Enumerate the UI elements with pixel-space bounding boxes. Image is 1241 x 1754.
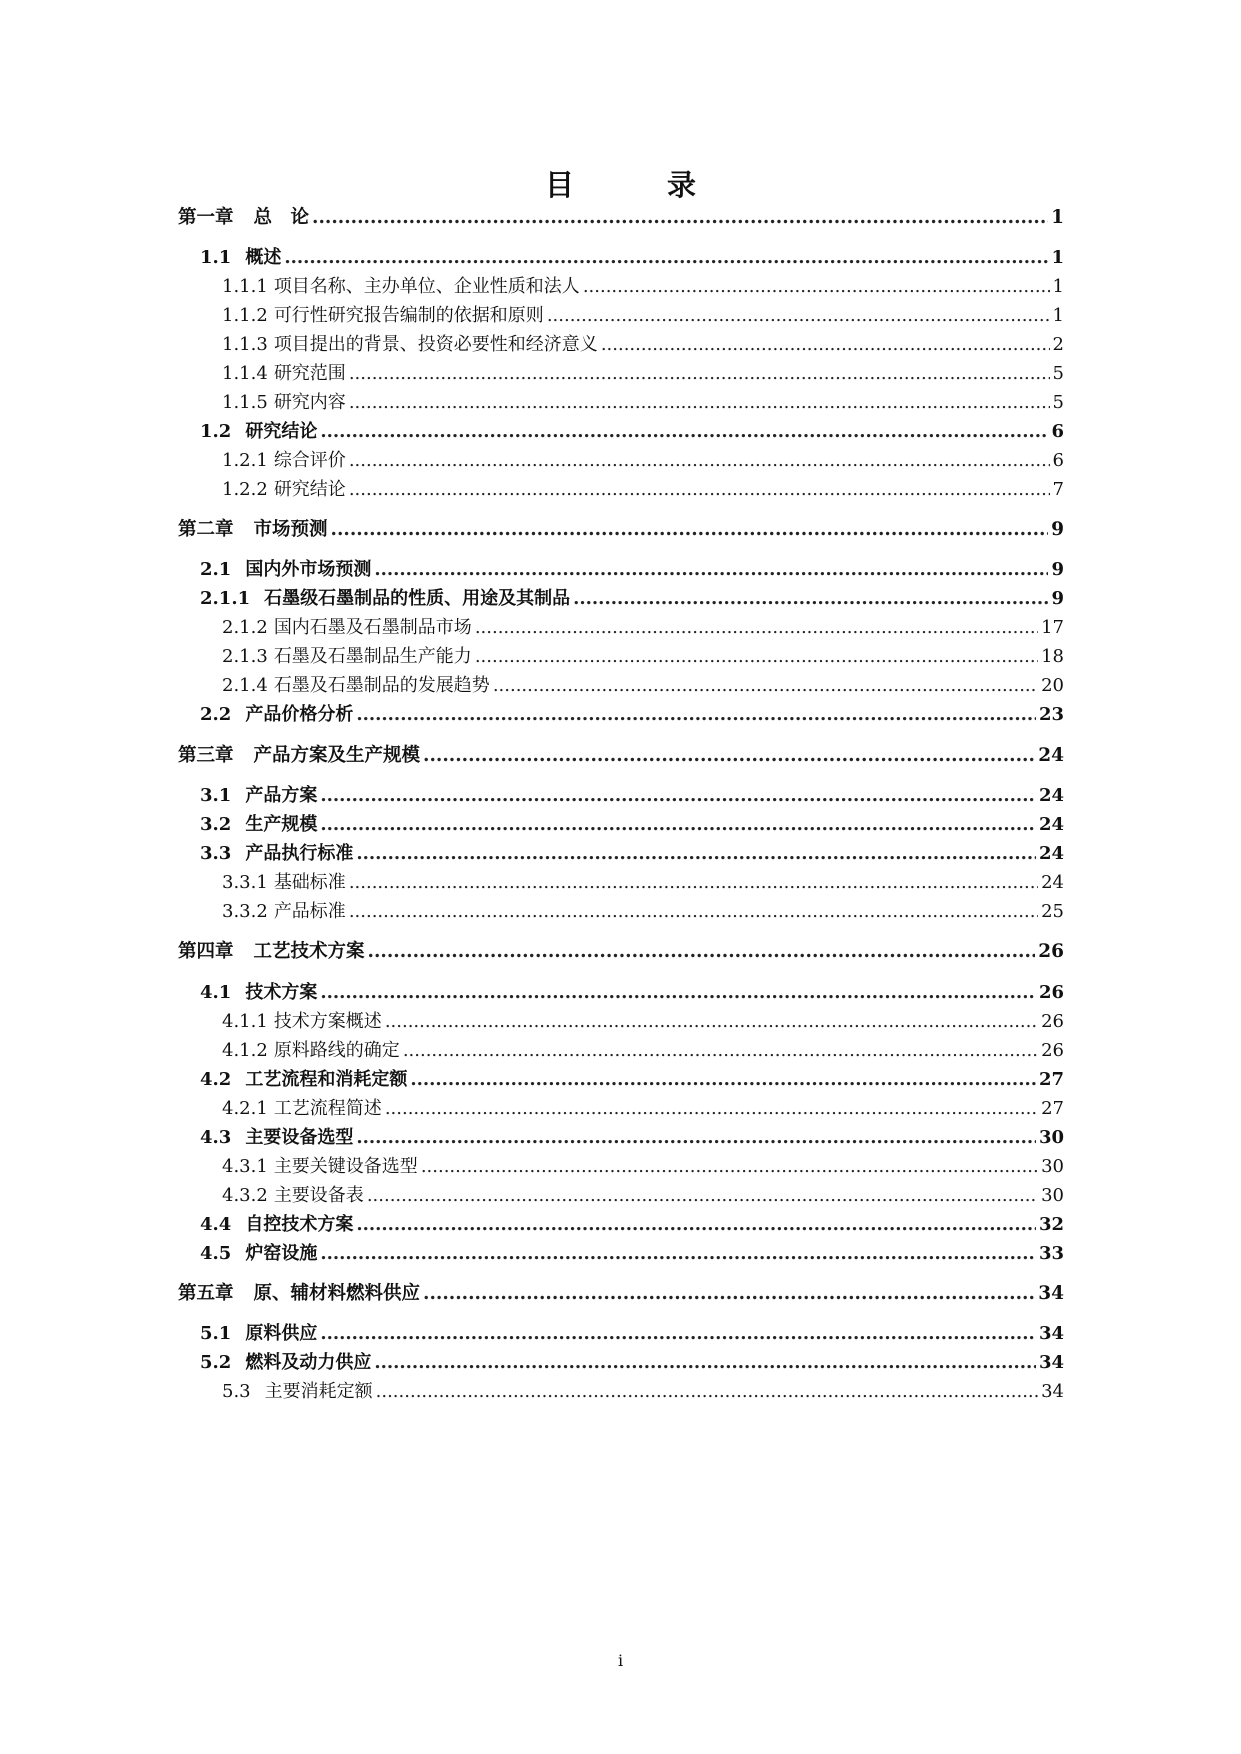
- toc-entry-number: 4.3.2: [222, 1185, 268, 1206]
- toc-entry-title: 产品方案及生产规模: [253, 745, 421, 766]
- toc-entry[interactable]: [178, 448, 1064, 474]
- toc-entry-page: 9: [1051, 519, 1064, 540]
- dot-leader: [374, 1350, 1036, 1376]
- toc-entry-title: 产品方案: [245, 785, 318, 806]
- dot-leader: [403, 1038, 1038, 1064]
- toc-entry-number: 1.2.1: [222, 450, 268, 471]
- toc-entry[interactable]: [178, 477, 1064, 503]
- toc-entry[interactable]: [178, 1281, 1064, 1307]
- dot-leader: [320, 1241, 1036, 1267]
- dot-leader: [349, 870, 1038, 896]
- toc-entry-title: 国内石墨及石墨制品市场: [273, 617, 472, 638]
- toc-entry-title: 自控技术方案: [245, 1214, 354, 1235]
- dot-leader: [349, 899, 1038, 925]
- dot-leader: [284, 245, 1048, 271]
- toc-entry-title: 主要消耗定额: [264, 1381, 373, 1402]
- toc-entry-number: 4.1.2: [222, 1040, 268, 1061]
- toc-entry-number: 3.2: [200, 814, 232, 835]
- toc-entry-title: 概述: [245, 247, 282, 268]
- toc-entry[interactable]: [178, 812, 1064, 838]
- toc-entry[interactable]: [178, 332, 1064, 358]
- toc-entry-page: 2: [1052, 334, 1064, 355]
- toc-entry-title: 研究结论: [273, 479, 346, 500]
- toc-entry-number: 5.2: [200, 1352, 232, 1373]
- toc-entry-number: 第四章: [178, 941, 234, 962]
- toc-entry[interactable]: [178, 644, 1064, 670]
- toc-entry-title: 国内外市场预测: [245, 559, 372, 580]
- toc-entry-page: 17: [1041, 617, 1064, 638]
- toc-entry-number: 4.2.1: [222, 1098, 268, 1119]
- toc-entry[interactable]: [178, 557, 1064, 583]
- toc-entry-number: 1.2: [200, 421, 232, 442]
- toc-entry[interactable]: [178, 1154, 1064, 1180]
- toc-entry-page: 34: [1038, 1352, 1064, 1373]
- dot-leader: [356, 841, 1036, 867]
- dot-leader: [421, 1154, 1038, 1180]
- toc-entry[interactable]: [178, 517, 1064, 543]
- page-title: 目 录: [544, 168, 728, 202]
- toc-entry-page: 7: [1052, 479, 1064, 500]
- dot-leader: [320, 812, 1036, 838]
- dot-leader: [320, 1321, 1036, 1347]
- toc-entry-number: 第二章: [178, 519, 234, 540]
- toc-entry-number: 2.1: [200, 559, 232, 580]
- toc-entry[interactable]: [178, 1096, 1064, 1122]
- dot-leader: [368, 939, 1036, 965]
- toc-entry-page: 1: [1051, 207, 1064, 228]
- toc-entry[interactable]: [178, 361, 1064, 387]
- dot-leader: [385, 1096, 1038, 1122]
- toc-entry-page: 30: [1038, 1127, 1064, 1148]
- page-number: i: [617, 1651, 624, 1670]
- toc-entry[interactable]: [178, 1038, 1064, 1064]
- toc-entry-number: 2.1.1: [200, 588, 251, 609]
- dot-leader: [356, 1212, 1036, 1238]
- toc-entry-title: 石墨及石墨制品生产能力: [273, 646, 472, 667]
- toc-entry-title: 可行性研究报告编制的依据和原则: [273, 305, 544, 326]
- toc-entry-title: 技术方案: [245, 982, 318, 1003]
- toc-entry-number: 1.1.4: [222, 363, 268, 384]
- toc-entry-page: 9: [1051, 559, 1064, 580]
- toc-entry-page: 1: [1052, 276, 1064, 297]
- toc-entry-number: 5.1: [200, 1323, 232, 1344]
- dot-leader: [601, 332, 1050, 358]
- dot-leader: [320, 783, 1036, 809]
- toc-entry[interactable]: [178, 1183, 1064, 1209]
- dot-leader: [349, 390, 1050, 416]
- toc-entry-page: 6: [1052, 450, 1064, 471]
- toc-entry-number: 3.1: [200, 785, 232, 806]
- dot-leader: [410, 1067, 1036, 1093]
- dot-leader: [423, 743, 1035, 769]
- toc-entry[interactable]: [178, 615, 1064, 641]
- toc-entry-title: 工艺流程和消耗定额: [245, 1069, 408, 1090]
- toc-entry-page: 1: [1051, 247, 1064, 268]
- toc-entry-page: 34: [1038, 1323, 1064, 1344]
- toc-entry[interactable]: [178, 586, 1064, 612]
- toc-entry-page: 24: [1038, 785, 1064, 806]
- toc-entry-title: 原料供应: [245, 1323, 318, 1344]
- toc-entry-page: 26: [1038, 941, 1064, 962]
- toc-entry-number: 1.1.3: [222, 334, 268, 355]
- toc-entry-number: 1.1.5: [222, 392, 268, 413]
- toc-entry-title: 主要设备表: [273, 1185, 364, 1206]
- toc-entry-page: 34: [1041, 1381, 1064, 1402]
- dot-leader: [547, 303, 1050, 329]
- toc-entry-title: 基础标准: [273, 872, 346, 893]
- dot-leader: [320, 419, 1048, 445]
- toc-entry[interactable]: [178, 899, 1064, 925]
- toc-entry-page: 24: [1038, 814, 1064, 835]
- toc-entry[interactable]: [178, 841, 1064, 867]
- toc-entry-page: 1: [1052, 305, 1064, 326]
- toc-entry[interactable]: [178, 743, 1064, 769]
- toc-entry-number: 3.3.1: [222, 872, 268, 893]
- toc-entry-number: 2.1.4: [222, 675, 268, 696]
- toc-entry[interactable]: [178, 1125, 1064, 1151]
- toc-entry-page: 30: [1041, 1185, 1064, 1206]
- toc-entry[interactable]: [178, 870, 1064, 896]
- toc-entry-title: 研究结论: [245, 421, 318, 442]
- toc-entry-title: 主要设备选型: [245, 1127, 354, 1148]
- toc-entry-number: 1.2.2: [222, 479, 268, 500]
- dot-leader: [349, 448, 1050, 474]
- toc-entry-page: 27: [1041, 1098, 1064, 1119]
- dot-leader: [349, 361, 1050, 387]
- toc-entry[interactable]: [178, 1067, 1064, 1093]
- dot-leader: [349, 477, 1050, 503]
- toc-entry-page: 23: [1038, 704, 1064, 725]
- toc-entry-page: 26: [1041, 1011, 1064, 1032]
- toc-entry-page: 20: [1041, 675, 1064, 696]
- toc-entry-title: 项目提出的背景、投资必要性和经济意义: [273, 334, 598, 355]
- toc-entry[interactable]: [178, 390, 1064, 416]
- toc-entry-page: 24: [1038, 843, 1064, 864]
- toc-entry-page: 33: [1038, 1243, 1064, 1264]
- toc-entry-number: 4.2: [200, 1069, 232, 1090]
- toc-entry[interactable]: [178, 783, 1064, 809]
- toc-entry[interactable]: [178, 1350, 1064, 1376]
- toc-entry-number: 2.2: [200, 704, 232, 725]
- toc-entry[interactable]: [178, 303, 1064, 329]
- dot-leader: [573, 586, 1048, 612]
- dot-leader: [312, 205, 1048, 231]
- toc-entry-page: 18: [1041, 646, 1064, 667]
- toc-entry-page: 9: [1051, 588, 1064, 609]
- toc-entry[interactable]: [178, 673, 1064, 699]
- toc-entry-title: 项目名称、主办单位、企业性质和法人: [273, 276, 580, 297]
- toc-entry[interactable]: [178, 1321, 1064, 1347]
- toc-entry-number: 3.3: [200, 843, 232, 864]
- toc-entry-title: 产品价格分析: [245, 704, 354, 725]
- dot-leader: [475, 644, 1038, 670]
- toc-entry-title: 燃料及动力供应: [245, 1352, 372, 1373]
- dot-leader: [475, 615, 1038, 641]
- toc-entry-title: 原料路线的确定: [273, 1040, 400, 1061]
- toc-entry-number: 1.1.2: [222, 305, 268, 326]
- toc-entry[interactable]: [178, 1212, 1064, 1238]
- toc-entry[interactable]: [178, 245, 1064, 271]
- toc-entry-page: 24: [1038, 745, 1064, 766]
- toc-entry-page: 5: [1052, 392, 1064, 413]
- toc-entry[interactable]: [178, 1379, 1064, 1405]
- toc-entry[interactable]: [178, 274, 1064, 300]
- toc-entry-title: 研究内容: [273, 392, 346, 413]
- toc-entry-number: 4.3.1: [222, 1156, 268, 1177]
- toc-entry[interactable]: [178, 980, 1064, 1006]
- toc-entry-title: 主要关键设备选型: [273, 1156, 418, 1177]
- toc-entry-number: 1.1: [200, 247, 232, 268]
- toc-entry-page: 26: [1041, 1040, 1064, 1061]
- toc-entry-title: 研究范围: [273, 363, 346, 384]
- toc-entry[interactable]: [178, 702, 1064, 728]
- toc-entry-page: 24: [1041, 872, 1064, 893]
- toc-entry-number: 2.1.2: [222, 617, 268, 638]
- toc-entry-title: 原、辅材料燃料供应: [253, 1283, 421, 1304]
- toc-entry-number: 第一章: [178, 207, 234, 228]
- dot-leader: [385, 1009, 1038, 1035]
- dot-leader: [367, 1183, 1038, 1209]
- toc-entry-title: 生产规模: [245, 814, 318, 835]
- toc-entry[interactable]: [178, 419, 1064, 445]
- toc-entry-page: 30: [1041, 1156, 1064, 1177]
- toc-entry-number: 4.1.1: [222, 1011, 268, 1032]
- toc-entry[interactable]: [178, 1241, 1064, 1267]
- toc-entry-number: 2.1.3: [222, 646, 268, 667]
- toc-entry[interactable]: [178, 1009, 1064, 1035]
- toc-entry-number: 第五章: [178, 1283, 234, 1304]
- dot-leader: [493, 673, 1038, 699]
- toc-entry-title: 市场预测: [253, 519, 328, 540]
- toc-entry-title: 综合评价: [273, 450, 346, 471]
- toc-entry-page: 32: [1038, 1214, 1064, 1235]
- dot-leader: [583, 274, 1050, 300]
- dot-leader: [376, 1379, 1038, 1405]
- toc-entry-page: 5: [1052, 363, 1064, 384]
- toc-entry-page: 6: [1051, 421, 1064, 442]
- toc-entry-number: 3.3.2: [222, 901, 268, 922]
- toc-entry-number: 4.4: [200, 1214, 232, 1235]
- dot-leader: [356, 1125, 1036, 1151]
- toc-entry-title: 石墨级石墨制品的性质、用途及其制品: [264, 588, 571, 609]
- toc-entry-title: 工艺技术方案: [253, 941, 365, 962]
- toc-entry-title: 产品标准: [273, 901, 346, 922]
- toc-entry[interactable]: [178, 939, 1064, 965]
- toc-entry-page: 27: [1038, 1069, 1064, 1090]
- dot-leader: [356, 702, 1036, 728]
- toc-entry-title: 炉窑设施: [245, 1243, 318, 1264]
- toc-entry-number: 4.3: [200, 1127, 232, 1148]
- toc-entry-title: 工艺流程简述: [273, 1098, 382, 1119]
- toc-entry-title: 技术方案概述: [273, 1011, 382, 1032]
- toc-entry[interactable]: [178, 205, 1064, 231]
- toc-entry-page: 34: [1038, 1283, 1064, 1304]
- toc-entry-number: 4.1: [200, 982, 232, 1003]
- toc-entry-number: 5.3: [222, 1381, 251, 1402]
- toc-entry-title: 总 论: [253, 207, 310, 228]
- toc-entry-page: 26: [1038, 982, 1064, 1003]
- toc-entry-number: 第三章: [178, 745, 234, 766]
- dot-leader: [423, 1281, 1035, 1307]
- toc-entry-number: 1.1.1: [222, 276, 268, 297]
- toc-entry-title: 石墨及石墨制品的发展趋势: [273, 675, 490, 696]
- dot-leader: [331, 517, 1049, 543]
- dot-leader: [374, 557, 1048, 583]
- toc-entry-number: 4.5: [200, 1243, 232, 1264]
- toc-entry-title: 产品执行标准: [245, 843, 354, 864]
- dot-leader: [320, 980, 1036, 1006]
- toc-entry-page: 25: [1041, 901, 1064, 922]
